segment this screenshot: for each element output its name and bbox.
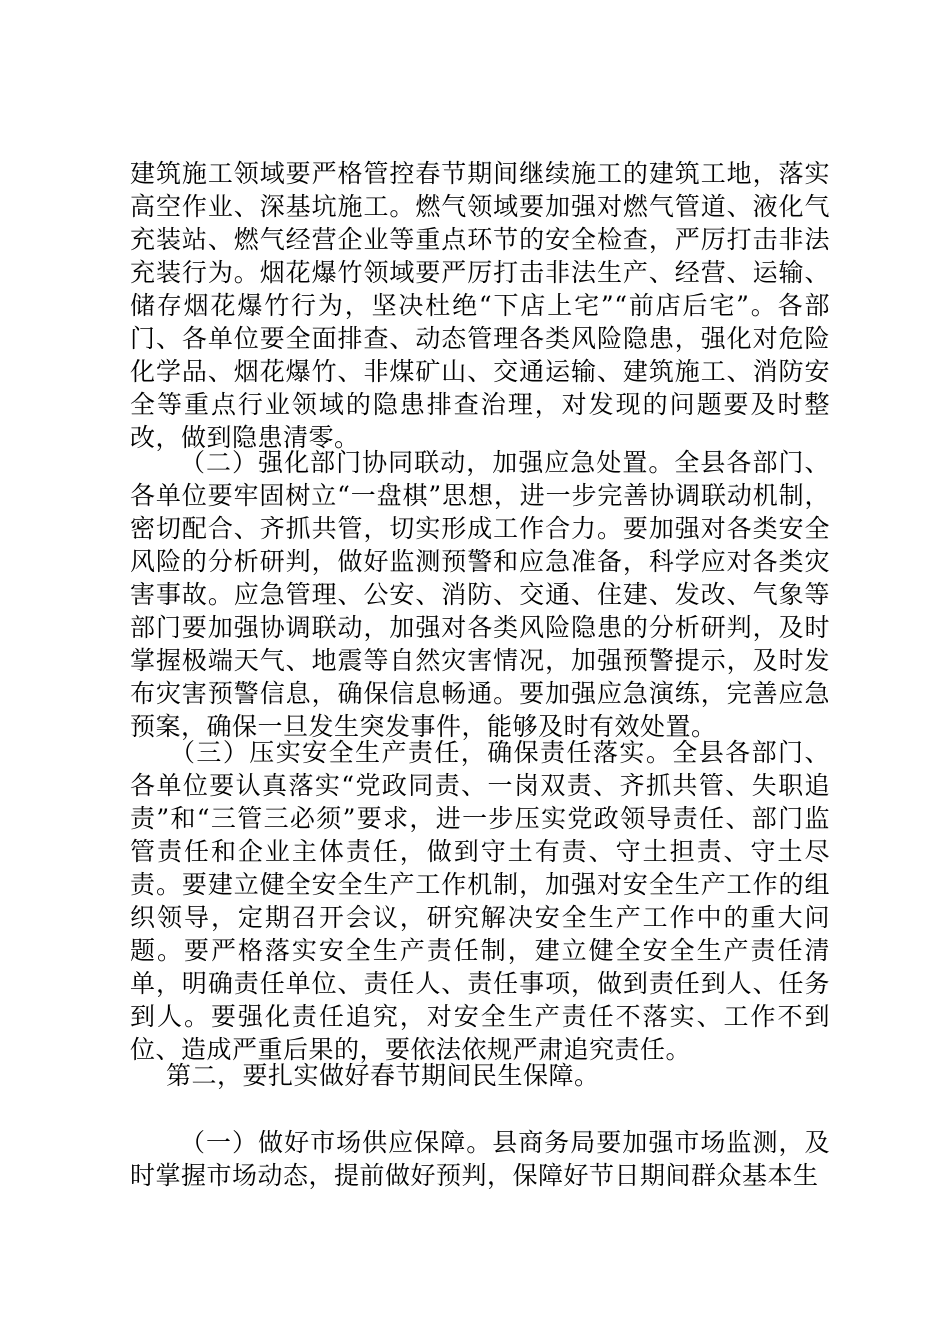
- section-heading: 第二，要扎实做好春节期间民生保障。: [166, 1061, 600, 1090]
- body-paragraph: 建筑施工领域要严格管控春节期间继续施工的建筑工地，落实高空作业、深基坑施工。燃气领域要加强对燃气管道、液化气充装站、燃气经营企业等重点环节的安全检查，严厉打击非法充装行为。烟花爆竹领域要严厉打击非法生产、经营、运输、储存烟花爆竹行为，坚决杜绝“下店上宅”“前店后宅”。各部门、各单位要全面排查、动态管理各类风险隐患，强化对危险化学品、烟花爆竹、非煤矿山、交通运输、建筑施工、消防安全等重点行业领域的隐患排查治理，对发现的问题要及时整改，做到隐患清零。: [130, 159, 830, 452]
- section-paragraph: （三）压实安全生产责任，确保责任落实。全县各部门、各单位要认真落实“党政同责、一岗双责、齐抓共管、失职追责”和“三管三必须”要求，进一步压实党政领导责任、部门监管责任和企业主体责任，做到守土有责、守土担责、守土尽责。要建立健全安全生产工作机制，加强对安全生产工作的组织领导，定期召开会议，研究解决安全生产工作中的重大问题。要严格落实安全生产责任制，建立健全安全生产责任清单，明确责任单位、责任人、责任事项，做到责任到人、任务到人。要强化责任追究，对安全生产责任不落实、工作不到位、造成严重后果的，要依法依规严肃追究责任。: [130, 738, 830, 1064]
- section-paragraph: （二）强化部门协同联动，加强应急处置。全县各部门、各单位要牢固树立“一盘棋”思想，进一步完善协调联动机制，密切配合、齐抓共管，切实形成工作合力。要加强对各类安全风险的分析研判，做好监测预警和应急准备，科学应对各类灾害事故。应急管理、公安、消防、交通、住建、发改、气象等部门要加强协调联动，加强对各类风险隐患的分析研判，及时掌握极端天气、地震等自然灾害情况，加强预警提示，及时发布灾害预警信息，确保信息畅通。要加强应急演练，完善应急预案，确保一旦发生突发事件，能够及时有效处置。: [130, 448, 830, 741]
- section-paragraph: （一）做好市场供应保障。县商务局要加强市场监测，及时掌握市场动态，提前做好预判，保障好节日期间群众基本生: [130, 1128, 830, 1190]
